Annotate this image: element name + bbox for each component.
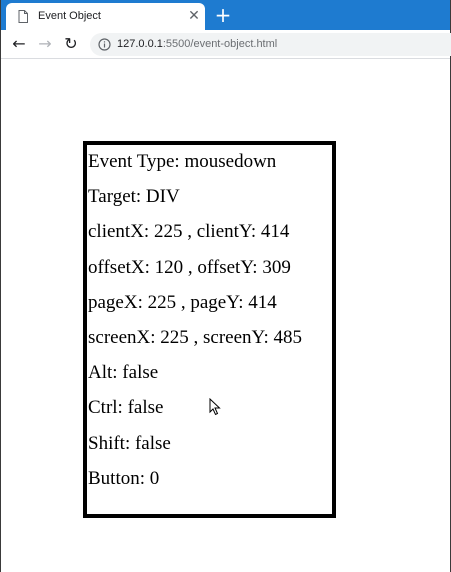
page-coords-line: pageX: 225 , pageY: 414 [88,291,277,313]
alt-key-line: Alt: false [88,362,159,384]
reload-icon[interactable]: ↻ [64,34,78,53]
url-text [117,38,277,50]
address-bar[interactable] [90,33,451,56]
ctrl-key-line: Ctrl: false [88,397,164,419]
target-line: Target: DIV [88,186,180,208]
offset-coords-line: offsetX: 120 , offsetY: 309 [88,256,291,278]
button-line: Button: 0 [88,467,160,489]
tab-strip [1,0,450,30]
arrow-left-icon[interactable]: ← [12,34,26,53]
event-type-line: Event Type: mousedown [88,151,277,172]
tab-event-object[interactable] [6,3,205,30]
info-icon[interactable] [98,38,111,51]
event-info-box[interactable] [83,141,336,518]
page-content [1,60,450,572]
page-icon [18,10,28,23]
url-host: 127.0.0.1 [117,38,163,50]
url-path: :5500/event-object.html [162,38,278,50]
client-coords-line: clientX: 225 , clientY: 414 [88,221,290,243]
shift-key-line: Shift: false [88,432,171,454]
screen-coords-line: screenX: 225 , screenY: 485 [88,326,303,348]
tab-title: Event Object [38,10,101,22]
close-icon[interactable]: ✕ [188,8,200,24]
plus-icon[interactable]: + [214,3,232,27]
arrow-right-icon[interactable]: → [38,34,52,53]
mouse-pointer-icon [209,398,221,416]
browser-toolbar [1,30,450,59]
